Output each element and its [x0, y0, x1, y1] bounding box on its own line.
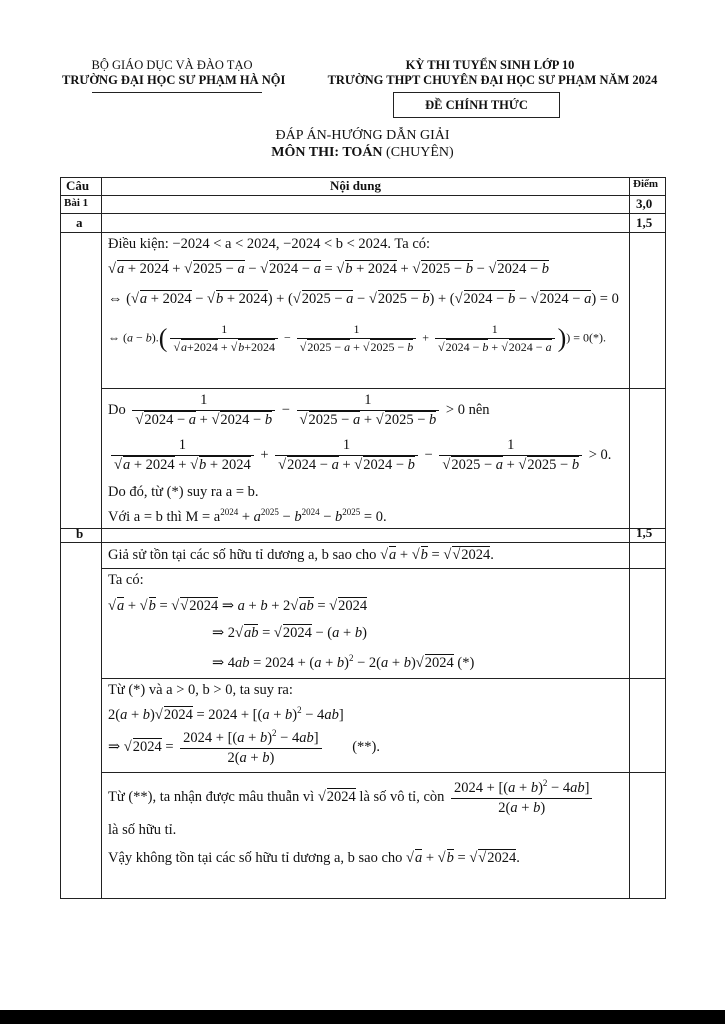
equation-b4: $2(a + b)√2024 = 2024 + [(a + b)^2 - 4ab]$: [108, 705, 344, 723]
bai1-score: 3,0: [636, 196, 653, 211]
conclusion-a: Do đó, từ (*) suy ra a = b.: [108, 484, 259, 500]
final-conclusion: Vậy không tồn tại các số hữu tỉ dương a, b sao cho √a + √b = √√2024.: [108, 850, 520, 866]
part-a-score: 1,5: [636, 215, 653, 230]
value-m: Với a = b thì $M = a^{2024} + a^{2025} - b^{2024} - b^{2025} = 0$.: [108, 507, 387, 525]
official-label: ĐỀ CHÍNH THỨC: [425, 98, 528, 112]
exam-name: KỲ THI TUYỂN SINH LỚP 10: [405, 58, 575, 72]
official-box: [393, 92, 560, 118]
page-title: ĐÁP ÁN-HƯỚNG DẪN GIẢI: [275, 128, 450, 143]
school-name: TRƯỜNG THPT CHUYÊN ĐẠI HỌC SƯ PHẠM NĂM 2024: [327, 73, 658, 87]
scan-bottom-bar: [0, 1010, 725, 1024]
equation-2: ⇔ (√a + 2024 − √b + 2024) + (√2025 − a − √2025 − b) + (√2024 − b − √2024 − a) = 0: [108, 291, 619, 307]
equation-b3: ⇒ $4ab = 2024 + (a + b)^2 - 2(a + b)√2024$ (*): [212, 653, 475, 671]
inequality: $\frac{1}{√a + 2024 + √b + 2024}$ + $\frac{1}{√2024 - a + √2024 - b}$ − $\frac{1}{√2025 - a + √2025 - b}$ > 0.: [108, 437, 611, 474]
equation-b2: ⇒ 2√ab = √2024 − (a + b): [212, 625, 367, 641]
rational-statement: là số hữu tỉ.: [108, 822, 177, 838]
col-diem-header: Điểm: [633, 178, 659, 190]
col-noidung-header: Nội dung: [330, 178, 381, 193]
part-b-score: 1,5: [636, 525, 653, 540]
part-b-label: b: [76, 526, 84, 541]
subject-label: MÔN THI: TOÁN: [271, 145, 383, 160]
part-a-label: a: [76, 215, 83, 230]
assumption: Giả sử tồn tại các số hữu tỉ dương a, b sao cho √a + √b = √√2024.: [108, 547, 494, 563]
equation-b5: ⇒ √2024 = $\frac{2024 + [(a + b)^2 - 4ab]}{2(a + b)}$ (**).: [108, 728, 380, 766]
contradiction: Từ (**), ta nhận được mâu thuẫn vì √2024 là số vô tỉ, còn $\frac{2024 + [(a + b)^2 - 4ab]}{2(a + b)}$: [108, 778, 595, 817]
university-name: TRƯỜNG ĐẠI HỌC SƯ PHẠM HÀ NỘI: [62, 73, 286, 87]
subject-title: [0, 145, 725, 161]
from-statement: Từ (*) và a > 0, b > 0, ta suy ra:: [108, 682, 293, 698]
taco-label: Ta có:: [108, 572, 144, 588]
equation-3: ⇔ (a − b).( $\frac{1}{√a+2024 + √b+2024}$ − $\frac{1}{√2025 - a + √2025 - b}$ + $\frac{1}{√2024 - b + √2024 - a}$ )) = 0(*).: [108, 322, 606, 354]
col-cau-header: Câu: [66, 178, 90, 193]
do-statement: Do $\frac{1}{√2024 - a + √2024 - b}$ − $\frac{1}{√2025 - a + √2025 - b}$ > 0 nên: [108, 392, 490, 428]
condition-text: Điều kiện: −2024 < a < 2024, −2024 < b < 2024. Ta có:: [108, 236, 431, 252]
university-underline: [92, 92, 262, 93]
equation-b1: √a + √b = √√2024 ⇒ a + b + 2√ab = √2024: [108, 598, 368, 614]
subject-type: (CHUYÊN): [382, 145, 454, 160]
bai1-label: Bài 1: [64, 197, 89, 209]
equation-1: √a + 2024 + √2025 − a − √2024 − a = √b + 2024 + √2025 − b − √2024 − b: [108, 261, 550, 277]
ministry-name: BỘ GIÁO DỤC VÀ ĐÀO TẠO: [91, 58, 253, 72]
